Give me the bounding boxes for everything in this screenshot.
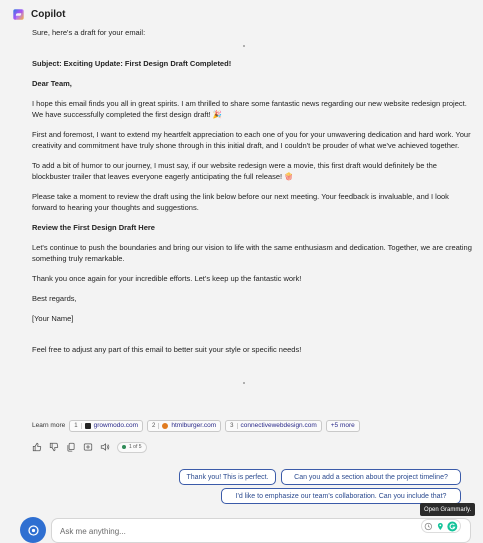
email-paragraph-5: Let's continue to push the boundaries and bring our vision to life with the same enthusiasm and dedication. Together, we are creating something truly remarkable.	[32, 243, 472, 263]
email-paragraph-2: First and foremost, I want to extend my heartfelt appreciation to each one of you for your unwavering dedication and hard work. Your creativity and commitment have truly shone through in this initial draft, and I couldn't be prouder of what we've achieved together.	[32, 130, 471, 150]
chat-header	[12, 6, 65, 22]
pin-icon[interactable]	[436, 522, 445, 531]
review-heading: Review the First Design Draft Here	[32, 223, 155, 232]
email-paragraph-1: I hope this email finds you all in great spirits. I am thrilled to share some fantastic news regarding our new website redesign project. We have successfully completed the first design draft! 🎉	[32, 99, 467, 119]
suggestion-timeline[interactable]: Can you add a section about the project timeline?	[281, 469, 461, 485]
assistant-message	[32, 27, 472, 355]
new-topic-button[interactable]	[20, 517, 46, 543]
email-paragraph-4: Please take a moment to review the draft using the link below before our next meeting. Your feedback is invaluable, and I look forward to hearing your thoughts and suggestions.	[32, 192, 449, 212]
source-number: 1	[74, 423, 81, 429]
source-domain: connectivewebdesign.com	[240, 422, 317, 429]
speaker-icon[interactable]	[100, 442, 110, 452]
favicon-icon	[85, 423, 91, 429]
copy-icon[interactable]	[66, 442, 76, 452]
source-link-3[interactable]	[225, 420, 322, 432]
pager-text: 1 of 5	[129, 444, 142, 450]
brand-name: Copilot	[31, 8, 66, 20]
source-number: 3	[230, 423, 237, 429]
thumbs-down-icon[interactable]	[49, 442, 59, 452]
status-dot-icon	[122, 445, 126, 449]
email-paragraph-6: Thank you once again for your incredible efforts. Let's keep up the fantastic work!	[32, 274, 302, 283]
email-signature: [Your Name]	[32, 314, 74, 323]
separator-dot	[243, 382, 245, 384]
ask-input[interactable]	[60, 524, 380, 538]
email-subject: Subject: Exciting Update: First Design Draft Completed!	[32, 59, 232, 68]
grammarly-controls	[421, 519, 461, 533]
source-link-2[interactable]	[147, 420, 221, 432]
footer-note: Feel free to adjust any part of this email to better suit your style or specific needs!	[32, 345, 302, 354]
response-pager[interactable]	[117, 442, 147, 453]
learn-more-row	[32, 419, 360, 432]
suggestion-thank-you[interactable]: Thank you! This is perfect.	[179, 469, 276, 485]
thumbs-up-icon[interactable]	[32, 442, 42, 452]
message-actions	[32, 440, 147, 454]
learn-more-label: Learn more	[32, 422, 66, 429]
separator-dot	[243, 45, 245, 47]
more-sources-button[interactable]: +5 more	[326, 420, 360, 432]
source-domain: htmlburger.com	[171, 422, 217, 429]
chat-input-box	[51, 518, 471, 543]
suggestion-collaboration[interactable]: I'd like to emphasize our team's collaboration. Can you include that?	[221, 488, 461, 504]
grammarly-tooltip: Open Grammarly.	[420, 503, 475, 516]
copilot-logo-icon	[12, 8, 25, 21]
favicon-icon	[162, 423, 168, 429]
clock-icon[interactable]	[424, 522, 433, 531]
export-icon[interactable]	[83, 442, 93, 452]
intro-text: Sure, here's a draft for your email:	[32, 28, 146, 37]
new-chat-icon	[27, 524, 40, 537]
source-domain: growmodo.com	[93, 422, 139, 429]
email-closing: Best regards,	[32, 294, 77, 303]
email-paragraph-3: To add a bit of humor to our journey, I must say, if our website redesign were a movie, this first draft would definitely be the blockbuster trailer that leaves everyone eagerly anticipating the full release! 🍿	[32, 161, 437, 181]
source-number: 2	[152, 423, 159, 429]
source-link-1[interactable]	[69, 420, 143, 432]
grammarly-icon[interactable]	[447, 521, 458, 532]
email-greeting: Dear Team,	[32, 79, 72, 88]
